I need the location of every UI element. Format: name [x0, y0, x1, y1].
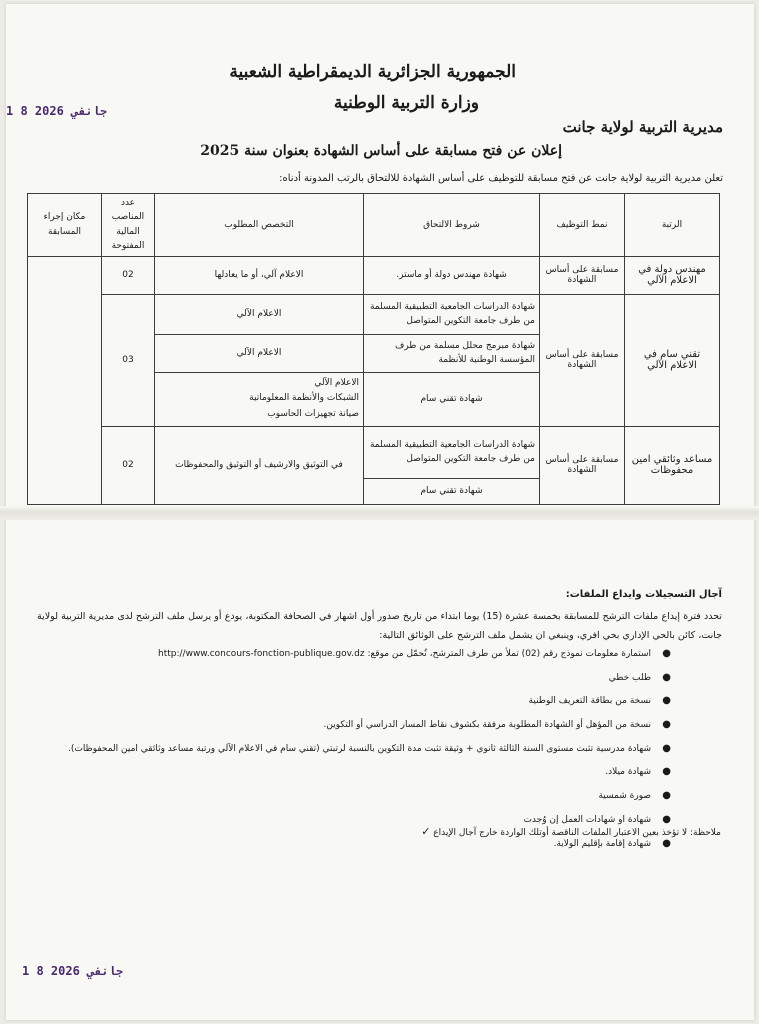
- header-positions: عدد المناصب المالية المفتوحة: [102, 194, 155, 257]
- list-item: ● شهادة او شهادات العمل إن وُجدت: [523, 813, 671, 825]
- bullet-icon: ●: [662, 790, 671, 802]
- table-row: [28, 256, 720, 294]
- conditions-cell: شهادة تقني سام: [364, 372, 540, 426]
- registration-paragraph: تحدد فترة إيداع ملفات الترشح للمسابقة بخمسة عشرة (15) يوما ابتداء من تاريخ صدور أول اشهار في الصحافة المكتوبة، يودع أو يرسل ملف الترشح لدى مديرية التربية لولاية جانت، كائن بالحي الإداري بحي افري، وينبغي ان يشمل ملف الترشح على الوثائق التالية:: [37, 611, 722, 641]
- list-item: ● نسخة من المؤهل أو الشهادة المطلوبة مرفقة بكشوف نقاط المسار الدراسي أو التكوين.: [323, 719, 671, 731]
- bullet-icon: ●: [662, 837, 671, 849]
- header-conditions: شروط الالتحاق: [364, 194, 540, 257]
- header-location: مكان إجراء المسابقة: [28, 194, 102, 257]
- note-label: ملاحظة: لا تؤخذ بعين الاعتبار الملفات الناقصة أوتلك الواردة خارج آجال الإيداع: [433, 828, 721, 838]
- list-item: ● شهادة إقامة بإقليم الولاية.: [553, 837, 671, 849]
- bullet-icon: ●: [662, 719, 671, 731]
- note-text: [415, 825, 721, 838]
- specialty-cell: الاعلام آلي، أو ما يعادلها: [155, 256, 364, 294]
- location-cell: [28, 256, 102, 504]
- conditions-cell: شهادة تقني سام: [364, 478, 540, 504]
- bullet-icon: ●: [662, 671, 671, 683]
- list-item: ● صورة شمسية: [598, 790, 671, 802]
- positions-cell: 02: [102, 426, 155, 504]
- date-stamp-bottom: 1 8 جانفي 2026: [22, 964, 124, 978]
- ministry-title: وزارة التربية الوطنية: [333, 93, 479, 113]
- list-item: ● استمارة معلومات نموذج رقم (02) تملأ من طرف المترشح، تُحمّل من موقع: http://www.concours-fonction-publique.gov.dz: [158, 648, 671, 659]
- conditions-cell: شهادة الدراسات الجامعية التطبيقية المسلمة من طرف جامعة التكوين المتواصل: [364, 294, 540, 334]
- bullet-icon: ●: [662, 813, 671, 825]
- list-item: ● طلب خطي: [608, 671, 671, 683]
- conditions-cell: شهادة مبرمج محلل مسلمة من طرف المؤسسة الوطنية للأنظمة: [364, 334, 540, 372]
- specialty-cell: [155, 372, 364, 426]
- mode-cell: مسابقة على أساس الشهادة: [540, 294, 625, 426]
- rank-cell: تقني سام في الاعلام الآلي: [625, 294, 720, 426]
- specialty-cell: الاعلام الآلي: [155, 334, 364, 372]
- positions-cell: 03: [102, 294, 155, 426]
- table-row: [28, 426, 720, 478]
- specialty-line: الاعلام الآلي: [314, 378, 359, 389]
- specialty-line: صيانة تجهيزات الحاسوب: [267, 408, 359, 419]
- positions-table: [27, 193, 720, 505]
- conditions-cell: شهادة الدراسات الجامعية التطبيقية المسلمة من طرف جامعة التكوين المتواصل: [364, 426, 540, 478]
- header-specialty: التخصص المطلوب: [155, 194, 364, 257]
- header-rank: الرتبة: [625, 194, 720, 257]
- website-link[interactable]: http://www.concours-fonction-publique.gov.dz: [158, 649, 365, 659]
- list-item: ● شهادة مدرسية تثبت مستوى السنة الثالثة ثانوي + وثيقة تثبت مدة التكوين بالنسبة لرتبتي (تقني سام في الاعلام الآلي ورتبة مساعد وثائقي امين المحفوظات).: [67, 742, 671, 754]
- specialty-cell: الاعلام الآلي: [155, 294, 364, 334]
- mode-cell: مسابقة على أساس الشهادة: [540, 256, 625, 294]
- table-row: [28, 294, 720, 334]
- republic-title: الجمهورية الجزائرية الديمقراطية الشعبية: [229, 62, 516, 82]
- bullet-icon: ●: [662, 695, 671, 707]
- specialty-line: الشبكات والأنظمة المعلوماتية: [249, 393, 359, 404]
- bullet-icon: ●: [662, 742, 671, 754]
- directorate-title: مديرية التربية لولاية جانت: [562, 118, 723, 136]
- bullet-icon: ●: [662, 648, 671, 659]
- registration-title: آجال التسجيلات وايداع الملفات:: [565, 589, 722, 600]
- conditions-cell: شهادة مهندس دولة أو ماستر.: [364, 256, 540, 294]
- announcement-title: إعلان عن فتح مسابقة على أساس الشهادة بعنوان سنة 2025: [200, 143, 562, 159]
- paper-fold: [0, 506, 759, 520]
- mode-cell: مسابقة على أساس الشهادة: [540, 426, 625, 504]
- list-item: ● شهادة ميلاد.: [605, 766, 671, 778]
- positions-cell: 02: [102, 256, 155, 294]
- rank-cell: مهندس دولة في الاعلام الآلي: [625, 256, 720, 294]
- bullet-icon: ●: [662, 766, 671, 778]
- rank-cell: مساعد وثائقي امين محفوظات: [625, 426, 720, 504]
- announcement-intro: تعلن مديرية التربية لولاية جانت عن فتح مسابقة للتوظيف على أساس الشهادة للالتحاق بالرتب المدونة أدناه:: [279, 173, 723, 184]
- table-header-row: [28, 194, 720, 257]
- specialty-cell: في التوثيق والارشيف أو التوثيق والمحفوظات: [155, 426, 364, 504]
- checkmark-icon: ✓: [421, 825, 431, 838]
- date-stamp-top: 1 8 جانفي 2026: [6, 104, 108, 118]
- header-mode: نمط التوظيف: [540, 194, 625, 257]
- list-item: ● نسخة من بطاقة التعريف الوطنية: [528, 695, 671, 707]
